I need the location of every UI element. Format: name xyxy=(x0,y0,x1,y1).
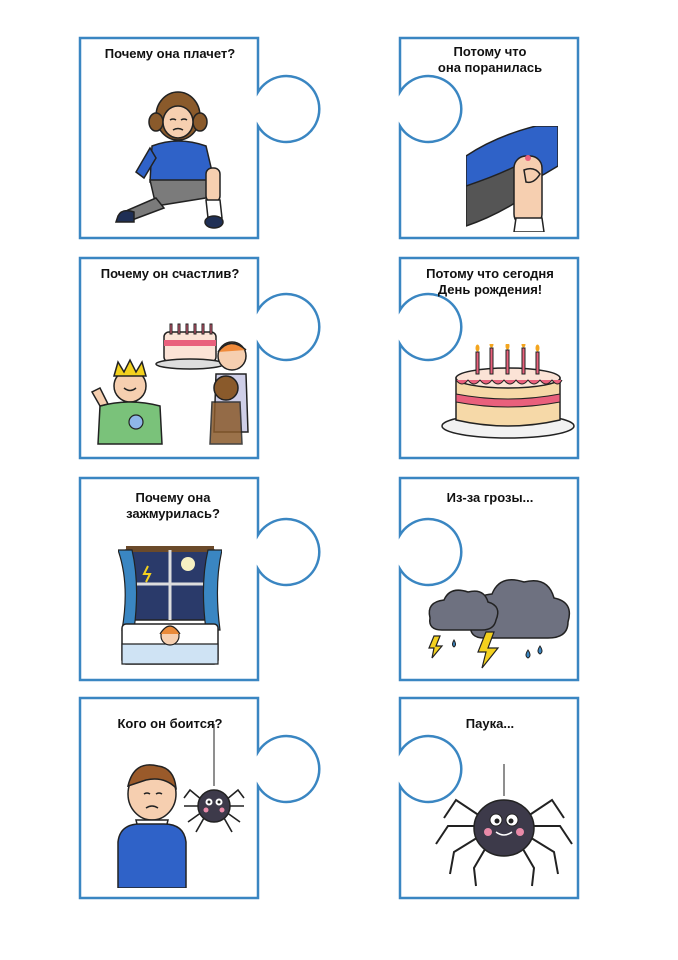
question-label-1: Почему она плачет? xyxy=(104,46,236,61)
storm-cloud-icon xyxy=(424,574,574,670)
answer-label-3: Из-за грозы... xyxy=(446,490,534,505)
spider-icon xyxy=(432,764,574,888)
answer-label-4: Паука... xyxy=(465,716,515,731)
birthday-kids-icon xyxy=(90,322,250,450)
crying-girl-icon xyxy=(110,88,240,230)
girl-in-bed-window-icon xyxy=(118,544,222,668)
hurt-knee-icon xyxy=(466,126,558,232)
birthday-cake-icon xyxy=(438,344,578,440)
answer-label-2: Потому что сегодня День рождения! xyxy=(426,266,554,297)
scared-boy-spider-icon xyxy=(110,724,252,888)
answer-label-1: Потому что она поранилась xyxy=(437,44,543,75)
question-label-2: Почему он счастлив? xyxy=(100,266,240,281)
question-label-4: Кого он боится? xyxy=(117,716,223,731)
question-label-3: Почему она зажмурилась? xyxy=(126,490,220,521)
